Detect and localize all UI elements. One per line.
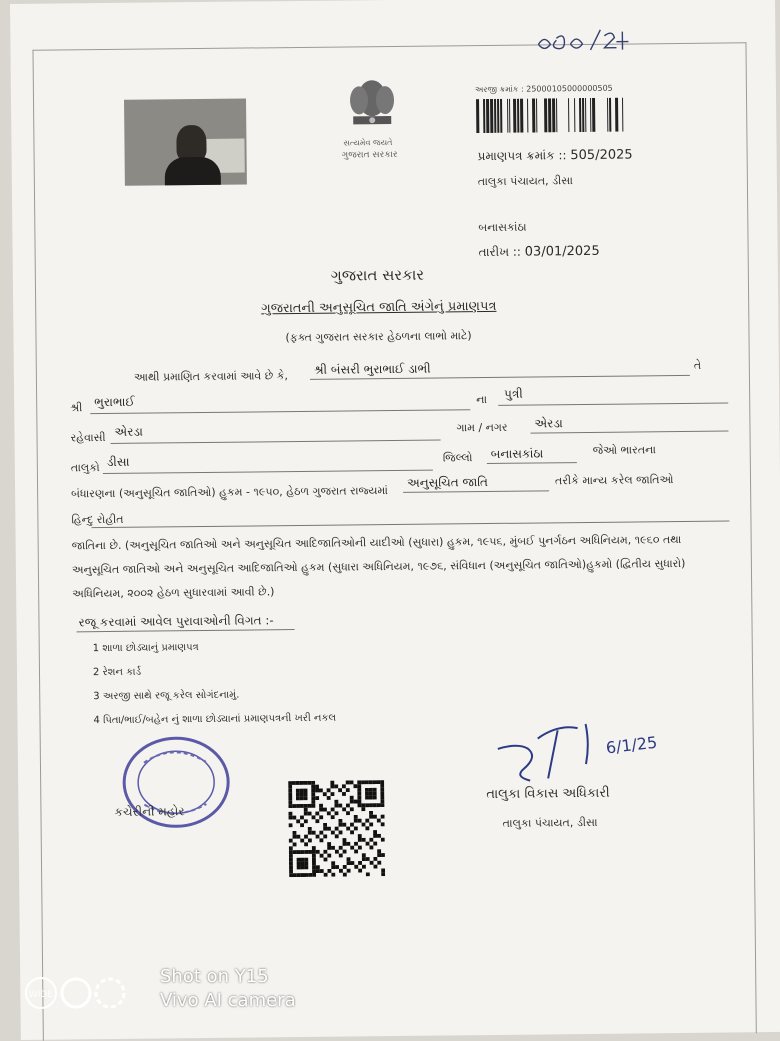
camera-watermark-logo <box>24 976 144 1010</box>
watermark-line-1: Shot on Y15 <box>160 966 269 987</box>
handwritten-number <box>530 23 640 54</box>
resident-label: રહેવાસી <box>70 431 106 445</box>
applicant-photo <box>124 99 247 186</box>
qr-code-icon <box>288 780 385 877</box>
na-label: ના <box>476 393 488 407</box>
svg-text:WIDE: WIDE <box>28 990 54 1000</box>
district-value: બનાસકાંઠા <box>490 446 544 461</box>
taluka-value: ડીસા <box>106 454 130 470</box>
father-name: ભુરાભાઈ <box>94 394 135 410</box>
watermark-line-2: Vivo AI camera <box>160 990 296 1011</box>
taluka-label: તાલુકો <box>70 461 100 475</box>
officer-title: તાલુકા વિકાસ અધિકારી <box>486 785 610 803</box>
certificate-title: ગુજરાતની અનુસૂચિત જાતિ અંગેનું પ્રમાણપત્ર <box>261 298 497 317</box>
village-label: ગામ / નગર <box>456 420 508 435</box>
government-title: ગુજરાત સરકાર <box>330 265 425 285</box>
recognized-text: તરીકે માન્ય કરેલ જાતિઓ <box>554 473 674 488</box>
issue-date: તારીખ :: 03/01/2025 <box>478 243 600 260</box>
emblem-motto: સત્યમેવ જયતે <box>343 138 393 148</box>
certify-text: આથી પ્રમાણિત કરવામાં આવે છે કે, <box>133 369 289 384</box>
caste-category: અનુસૂચિત જાતિ <box>406 475 489 490</box>
para-line-2: અનુસૂચિત જાતિઓ અને અનુસૂચિત આદિજાતિઓ હુકમ (સુધારા અધિનિયમ, ૧૯૭૬, સંવિધાન (અનુસૂચિત જાતિઓ)હુકમો (દ્વિતીય સુધારો) <box>71 556 686 577</box>
evidence-heading: રજૂ કરવામાં આવેલ પુરાવાઓની વિગત :- <box>78 613 274 630</box>
district-header: બનાસકાંઠા <box>478 220 527 235</box>
application-number: અરજી ક્રમાંક : 25000105000000505 <box>474 83 613 95</box>
office-name: તાલુકા પંચાયત, ડીસા <box>477 174 573 189</box>
resident-value: એરડા <box>114 424 143 439</box>
barcode-icon <box>473 98 623 134</box>
certificate-subtitle: (ફક્ત ગુજરાત સરકાર હેઠળના લાભો માટે) <box>285 329 472 345</box>
evidence-item-1: 1 શાળા છોડ્યાનું પ્રમાણપત્ર <box>92 642 199 655</box>
district-label: જિલ્લો <box>442 451 473 465</box>
certificate-page <box>10 0 780 1040</box>
evidence-item-4: 4 પિતા/ભાઈ/બહેન નું શાળા છોડ્યાનાં પ્રમાણપત્રની ખરી નકલ <box>93 712 337 727</box>
shri-label: શ્રી <box>70 401 83 415</box>
signature-date: 6/1/25 <box>604 732 659 758</box>
evidence-item-3: 3 અરજી સાથે રજૂ કરેલ સોગંદનામું. <box>93 689 240 703</box>
te-label: તે <box>693 358 702 372</box>
para-line-3: અધિનિયમ, ૨૦૦૨ હેઠળ સુધારવામાં આવી છે.) <box>72 585 275 601</box>
order-text: બંધારણના (અનુસૂચિત જાતિઓ) હુકમ - ૧૯૫૦, હેઠળ ગુજરાત રાજ્યમાં <box>71 484 388 501</box>
emblem-caption: ગુજરાત સરકાર <box>341 149 398 161</box>
india-text: જેઓ ભારતના <box>592 443 657 457</box>
seal-label: કચેરીની મહોર <box>114 804 185 819</box>
evidence-item-2: 2 રેશન કાર્ડ <box>92 666 142 679</box>
caste-value: હિન્દુ રોહીત <box>71 512 124 527</box>
relation: પુત્રી <box>504 386 523 401</box>
officer-office: તાલુકા પંચાયત, ડીસા <box>502 815 598 830</box>
applicant-name: શ્રી બંસરી ભુરાભાઈ ડાભી <box>313 361 431 377</box>
village-value: એરડા <box>534 416 563 431</box>
para-line-1: જાતિના છે. (અનુસૂચિત જાતિઓ અને અનુસૂચિત આદિજાતિઓની યાદીઓ (સુધારા) હુકમ, ૧૯૫૬, મુંબઈ પુનર્ગઠન અધિનિયમ, ૧૯૬૦ તથા <box>71 532 682 553</box>
certificate-number: પ્રમાણપત્ર ક્રમાંક :: 505/2025 <box>477 147 633 164</box>
